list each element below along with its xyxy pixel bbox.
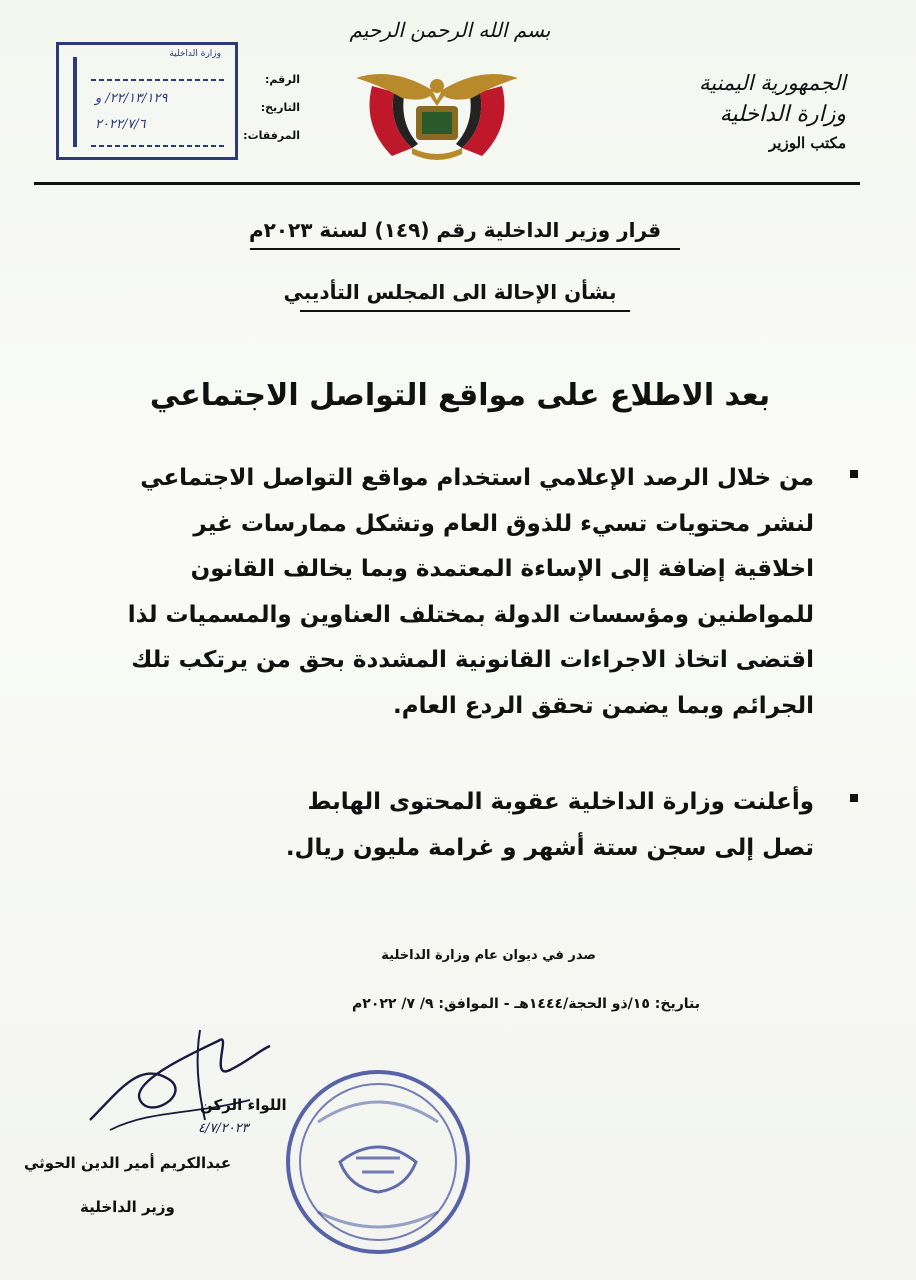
section-heading: بعد الاطلاع على مواقع التواصل الاجتماعي (149, 378, 771, 413)
signature-date: ٤/٧/٢٠٢٣ (198, 1121, 249, 1136)
reference-labels (240, 66, 300, 150)
subject-underline (300, 310, 630, 312)
decision-subject-text: بشأن الإحالة الى المجلس التأديبي (283, 280, 617, 304)
decision-title (220, 218, 690, 242)
decision-subject (250, 280, 650, 304)
signatory-rank: اللواء الركن (200, 1096, 287, 1114)
national-emblem-icon (352, 56, 522, 168)
ministry-name: وزارة الداخلية (719, 102, 846, 127)
issued-place: صدر في ديوان عام وزارة الداخلية (381, 948, 596, 963)
attachments-label: المرفقات: (243, 129, 300, 142)
paragraph-text: وأعلنت وزارة الداخلية عقوبة المحتوى الهابط تصل إلى سجن ستة أشهر و غرامة مليون ريال. (285, 789, 814, 861)
office-name: مكتب الوزير (769, 134, 846, 152)
reference-stamp-box (56, 42, 238, 160)
decision-title-text: قرار وزير الداخلية رقم (١٤٩) لسنة ٢٠٢٣م (248, 218, 662, 242)
stamp-bar (73, 57, 77, 147)
ministry-seal-icon (278, 1062, 478, 1262)
basmala: بسم الله الرحمن الرحيم (349, 18, 551, 42)
bullet-paragraph (106, 456, 866, 729)
number-label: الرقم: (265, 73, 300, 86)
header-divider (34, 182, 860, 185)
paragraph-text: من خلال الرصد الإعلامي استخدام مواقع التواصل الاجتماعي لنشر محتويات تسيء للذوق العام وتشكل ممارسات غير اخلاقية إضافة إلى الإساءة المعتمدة وبما يخالف القانون للمواطنين ومؤسسات الدولة بمختلف العناوين والمسميات لذا اقتضى اتخاذ الاجراءات القانونية المشددة بحق من يرتكب تلك الجرائم وبما يضمن تحقق الردع العام. (127, 465, 814, 719)
stamp-ministry: وزارة الداخلية (169, 49, 221, 59)
bullet-paragraph (106, 780, 866, 871)
date-label: التاريخ: (260, 101, 300, 114)
signatory-name: عبدالكريم أمير الدين الحوثي (24, 1154, 232, 1172)
bullet-icon (850, 470, 858, 478)
ref-number-value: ٢٢/١٣/١٢٩/ و (95, 91, 168, 106)
ref-line (91, 79, 227, 81)
bullet-icon (850, 794, 858, 802)
signatory-role: وزير الداخلية (80, 1198, 175, 1216)
ref-line (91, 145, 227, 147)
ministry-letterhead (626, 68, 846, 154)
country-name: الجمهورية اليمنية (698, 71, 846, 95)
title-underline (250, 248, 680, 250)
issue-date: بتاريخ: ١٥/ذو الحجة/١٤٤٤هـ - الموافق: ٩/ ٧/ ٢٠٢٢م (352, 996, 700, 1012)
ref-date-value: ٢٠٢٢/٧/٦ (95, 117, 146, 132)
signature-icon (80, 1020, 280, 1150)
